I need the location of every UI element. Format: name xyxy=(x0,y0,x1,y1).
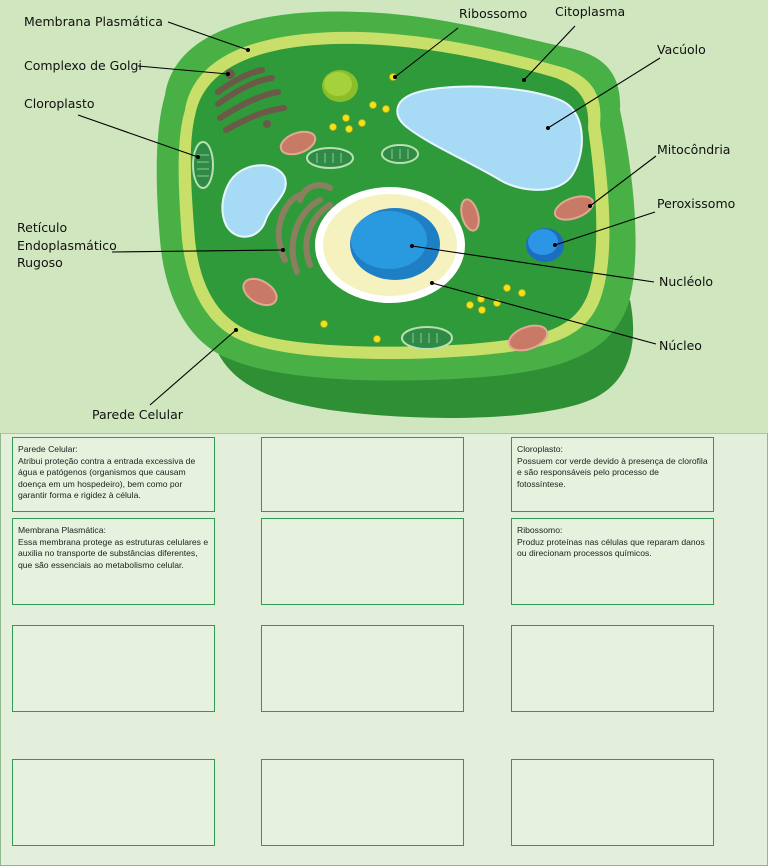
card-title: Cloroplasto: xyxy=(517,444,563,454)
card-ribossomo[interactable] xyxy=(511,518,714,605)
card-empty[interactable] xyxy=(261,625,464,712)
card-empty[interactable] xyxy=(261,437,464,512)
card-body: Possuem cor verde devido à presença de clorofila e são responsáveis pelo processo de fotossíntese. xyxy=(517,455,708,489)
card-cloroplasto[interactable] xyxy=(511,437,714,512)
label-nucleolo: Nucléolo xyxy=(659,274,714,289)
card-empty[interactable] xyxy=(12,625,215,712)
label-reticulo-line2: Endoplasmático xyxy=(17,238,117,253)
label-mitocondria: Mitocôndria xyxy=(657,142,731,157)
card-body: Essa membrana protege as estruturas celulares e auxilia no transporte de substâncias diferentes, que são essenciais ao metabolismo celular. xyxy=(18,536,209,570)
answer-cards-panel xyxy=(0,433,768,866)
card-body: Atribui proteção contra a entrada excessiva de água e patógenos (organismos que causam doença em um hospedeiro), bem como por garantir forma e rigidez à célula. xyxy=(18,455,196,500)
card-title: Ribossomo: xyxy=(517,525,563,535)
label-nucleo: Núcleo xyxy=(659,338,702,353)
card-membrana-plasmatica[interactable] xyxy=(12,518,215,605)
label-complexo-de-golgi: Complexo de Golgi xyxy=(24,58,142,73)
label-membrana-plasmatica: Membrana Plasmática xyxy=(24,14,163,29)
label-reticulo-line1: Retículo xyxy=(17,220,68,235)
label-cloroplasto: Cloroplasto xyxy=(24,96,95,111)
label-parede-celular: Parede Celular xyxy=(92,407,183,422)
label-vacuolo: Vacúolo xyxy=(657,42,706,57)
label-peroxissomo: Peroxissomo xyxy=(657,196,736,211)
label-reticulo-line3: Rugoso xyxy=(17,255,63,270)
label-ribossomo: Ribossomo xyxy=(459,6,528,21)
card-title: Parede Celular: xyxy=(18,444,78,454)
label-citoplasma: Citoplasma xyxy=(555,4,626,19)
card-parede-celular[interactable] xyxy=(12,437,215,512)
card-empty[interactable] xyxy=(261,759,464,846)
card-empty[interactable] xyxy=(511,759,714,846)
card-empty[interactable] xyxy=(511,625,714,712)
card-body: Produz proteínas nas células que reparam danos ou direcionam processos químicos. xyxy=(517,536,705,558)
card-empty[interactable] xyxy=(261,518,464,605)
card-title: Membrana Plasmática: xyxy=(18,525,106,535)
card-empty[interactable] xyxy=(12,759,215,846)
